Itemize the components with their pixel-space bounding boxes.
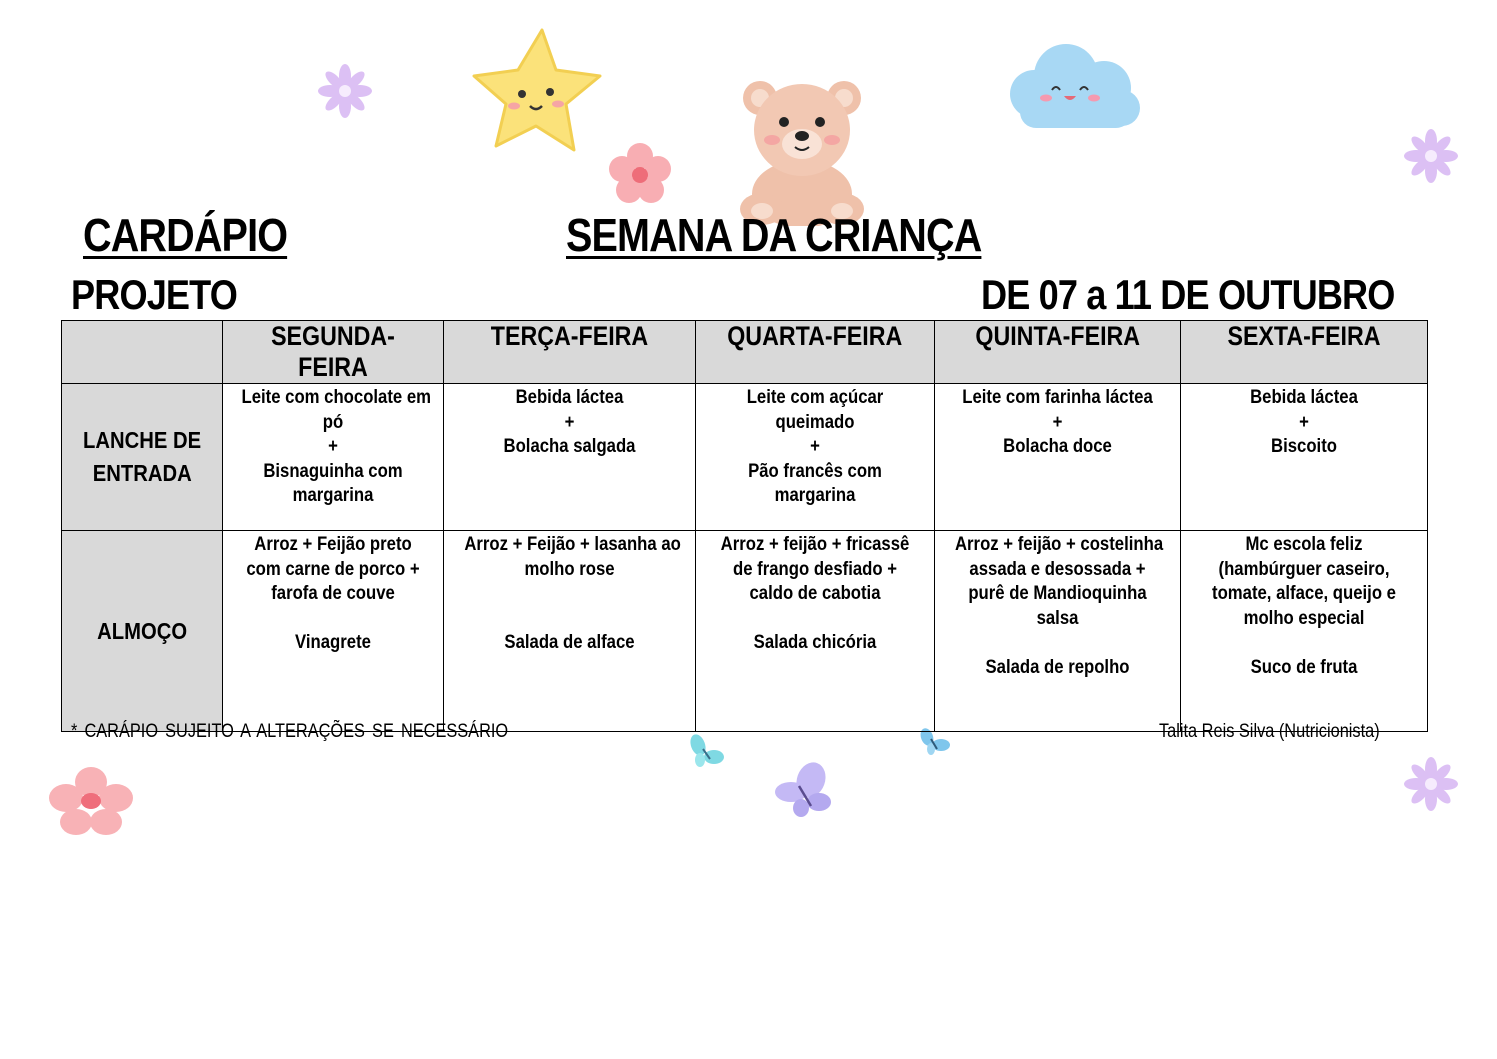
menu-item-line: margarina — [292, 485, 374, 506]
project-label: PROJETO — [71, 271, 237, 318]
menu-item-line: + — [810, 436, 820, 457]
menu-cell — [223, 531, 444, 732]
menu-cell — [223, 384, 444, 531]
menu-item-line: Arroz + Feijão + lasanha ao — [464, 534, 681, 555]
menu-cell — [935, 531, 1181, 732]
butterfly-icon — [686, 733, 726, 771]
menu-item-line: Bolacha salgada — [503, 436, 636, 457]
line-gap — [450, 607, 689, 632]
menu-cell — [1181, 384, 1428, 531]
lilac-flower-icon — [318, 64, 372, 118]
row-label-snack — [62, 384, 223, 531]
menu-item-line: Bolacha doce — [1003, 436, 1112, 457]
row-label-line: LANCHE DE — [82, 427, 202, 453]
line-gap — [450, 582, 689, 607]
col-header-thursday: QUINTA-FEIRA — [935, 321, 1181, 384]
menu-title: CARDÁPIO — [83, 209, 288, 261]
table-header-row — [62, 321, 1428, 384]
date-range: DE 07 a 11 DE OUTUBRO — [981, 271, 1395, 318]
menu-item-line: Arroz + feijão + costelinha — [954, 534, 1164, 555]
menu-item-line: salsa — [1036, 607, 1079, 629]
menu-cell — [935, 384, 1181, 531]
menu-cell — [444, 384, 696, 531]
menu-item-line: Leite com farinha láctea — [962, 387, 1153, 408]
row-label-line: ALMOÇO — [97, 617, 187, 644]
menu-cell — [696, 531, 935, 732]
col-header-monday: SEGUNDA-FEIRA — [223, 321, 444, 384]
menu-cell — [444, 531, 696, 732]
menu-item-line: Suco de fruta — [1250, 656, 1358, 678]
menu-item-line: Arroz + feijão + fricassê — [720, 534, 910, 555]
menu-item-line: Bebida láctea — [1250, 387, 1358, 408]
line-gap — [229, 607, 437, 632]
menu-item-line: Leite com chocolate em — [241, 387, 432, 408]
disclaimer-note: * CARÁPIO SUJEITO A ALTERAÇÕES SE NECESSÁRIO — [71, 721, 509, 742]
menu-item-line: + — [564, 411, 575, 433]
lilac-flower-icon — [1404, 757, 1458, 811]
row-label-line: ENTRADA — [92, 460, 192, 486]
menu-item-line: molho especial — [1243, 607, 1365, 629]
header-corner-cell — [62, 321, 223, 384]
star-icon — [470, 26, 604, 156]
line-gap — [1187, 631, 1421, 656]
table-row — [62, 531, 1428, 732]
menu-item-line: queimado — [775, 411, 855, 433]
pink-flower-icon — [608, 142, 672, 206]
menu-item-line: tomate, alface, queijo e — [1211, 583, 1396, 604]
menu-item-line: com carne de porco + — [246, 558, 420, 580]
col-header-tuesday: TERÇA-FEIRA — [444, 321, 696, 384]
menu-item-line: Salada chicória — [753, 632, 877, 653]
menu-item-line: + — [1052, 411, 1063, 433]
teddy-bear-icon — [732, 74, 872, 226]
col-header-wednesday: QUARTA-FEIRA — [696, 321, 935, 384]
menu-table — [61, 320, 1428, 732]
menu-item-line: + — [1299, 411, 1309, 433]
menu-cell — [1181, 531, 1428, 732]
col-header-friday: SEXTA-FEIRA — [1181, 321, 1428, 384]
table-row — [62, 384, 1428, 531]
menu-item-line: Biscoito — [1271, 436, 1337, 457]
menu-item-line: Salada de repolho — [985, 656, 1130, 678]
menu-item-line: Bebida láctea — [515, 387, 624, 408]
pink-flower-icon — [48, 766, 134, 836]
line-gap — [941, 631, 1174, 656]
menu-item-line: Arroz + Feijão preto — [254, 534, 412, 555]
menu-item-line: Bisnaguinha com — [263, 460, 403, 482]
menu-item-line: assada e desossada + — [969, 558, 1146, 580]
butterfly-icon — [773, 760, 839, 820]
menu-item-line: Mc escola feliz — [1245, 534, 1363, 555]
row-label-lunch — [62, 531, 223, 732]
nutritionist-signature: Talita Reis Silva (Nutricionista) — [1159, 721, 1380, 742]
menu-item-line: molho rose — [524, 558, 615, 580]
menu-cell — [696, 384, 935, 531]
line-gap — [702, 607, 928, 632]
menu-item-line: caldo de cabotia — [749, 583, 881, 604]
menu-item-line: Salada de alface — [504, 632, 635, 653]
menu-item-line: margarina — [774, 485, 856, 506]
menu-item-line: farofa de couve — [271, 583, 395, 604]
lilac-flower-icon — [1404, 129, 1458, 183]
menu-item-line: pó — [322, 411, 344, 433]
event-title: SEMANA DA CRIANÇA — [566, 209, 982, 261]
cloud-icon — [1004, 36, 1142, 136]
menu-item-line: Pão francês com — [748, 460, 882, 482]
menu-item-line: de frango desfiado + — [733, 558, 897, 580]
menu-item-line: (hambúrguer caseiro, — [1218, 558, 1390, 580]
menu-item-line: purê de Mandioquinha — [968, 583, 1147, 604]
menu-item-line: Vinagrete — [295, 632, 371, 653]
menu-item-line: Leite com açúcar — [746, 387, 884, 408]
menu-item-line: + — [328, 436, 338, 457]
